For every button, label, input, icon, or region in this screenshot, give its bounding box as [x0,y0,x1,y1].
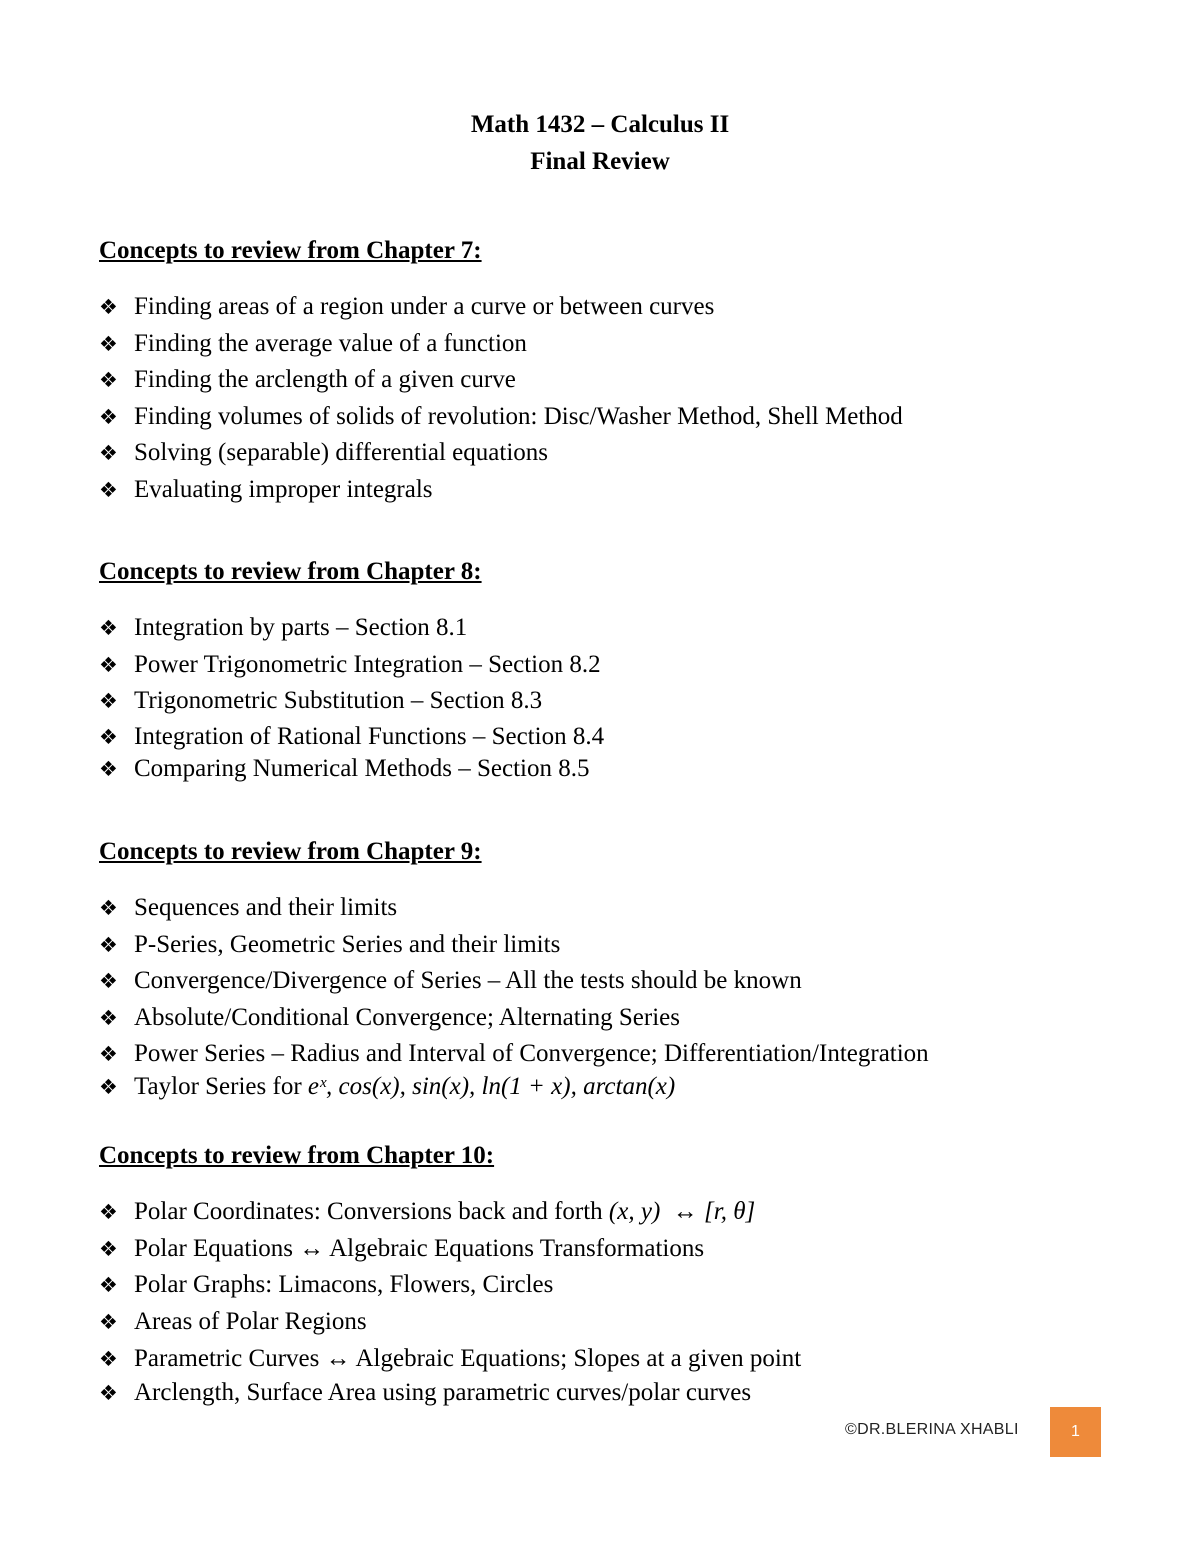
section-heading: Concepts to review from Chapter 10: [99,1142,495,1169]
four-point-diamond-icon: ❖ [99,689,118,713]
list-item: ❖ Power Series – Radius and Interval of Convergence; Differentiation/Integration [99,1036,1099,1072]
four-point-diamond-icon: ❖ [99,652,118,677]
section-heading: Concepts to review from Chapter 7: [99,237,482,264]
title-block [0,106,1200,180]
footer-author: ©DR.BLERINA XHABLI [845,1421,1019,1438]
bullet-list [99,289,1099,508]
four-point-diamond-icon: ❖ [99,1075,118,1099]
four-point-diamond-icon: ❖ [99,724,118,749]
taylor-series-functions: eˣ, cos(x), sin(x), ln(1 + x), arctan(x) [307,1073,676,1100]
four-point-diamond-icon: ❖ [99,1236,118,1261]
polar-conversion-math: (x, y) ↔ [r, θ] [608,1198,756,1225]
list-item: ❖ Finding the arclength of a given curve [99,362,1099,399]
four-point-diamond-icon: ❖ [99,477,118,502]
list-item: ❖ Solving (separable) differential equations [99,435,1099,472]
list-item: ❖ Convergence/Divergence of Series – All the tests should be known [99,963,1099,1000]
list-item: ❖ Parametric Curves ↔ Algebraic Equations; Slopes at a given point [99,1340,1099,1378]
document-title: Math 1432 – Calculus II [470,111,730,138]
four-point-diamond-icon: ❖ [99,1200,118,1224]
list-item: ❖ Trigonometric Substitution – Section 8.3 [99,683,1099,720]
four-point-diamond-icon: ❖ [99,969,118,993]
page-number-badge [1050,1407,1101,1457]
four-point-diamond-icon: ❖ [99,932,118,957]
four-point-diamond-icon: ❖ [99,896,118,920]
list-item: ❖ Finding the average value of a function [99,326,1099,363]
document-subtitle: Final Review [530,148,670,175]
list-item: ❖ Integration of Rational Functions – Section 8.4 [99,720,1099,754]
four-point-diamond-icon: ❖ [99,331,118,356]
four-point-diamond-icon: ❖ [99,441,118,465]
four-point-diamond-icon: ❖ [99,404,118,429]
bullet-list [99,1194,1099,1408]
list-item: ❖ Finding areas of a region under a curve or between curves [99,289,1099,326]
list-item: ❖ Comparing Numerical Methods – Section 8.5 [99,754,590,782]
section-chapter-9 [99,837,1099,1102]
list-item: ❖ Polar Equations ↔ Algebraic Equations Transformations [99,1231,1099,1268]
list-item: ❖ P-Series, Geometric Series and their limits [99,927,1099,964]
list-item: ❖ Polar Coordinates: Conversions back and forth (x, y) ↔ [r, θ] [99,1194,1099,1231]
four-point-diamond-icon: ❖ [99,368,118,392]
four-point-diamond-icon: ❖ [99,756,118,781]
list-item: ❖ Finding volumes of solids of revolution: Disc/Washer Method, Shell Method [99,399,1099,436]
four-point-diamond-icon: ❖ [99,1005,118,1030]
four-point-diamond-icon: ❖ [99,1347,118,1371]
bullet-list [99,890,1099,1102]
list-item: ❖ Evaluating improper integrals [99,472,1099,509]
four-point-diamond-icon: ❖ [99,616,118,640]
list-item: ❖ Polar Graphs: Limacons, Flowers, Circles [99,1267,1099,1304]
list-item: ❖ Taylor Series for eˣ, cos(x), sin(x), ln(1 + x), arctan(x) [99,1073,676,1100]
list-item: ❖ Integration by parts – Section 8.1 [99,610,1099,647]
section-heading: Concepts to review from Chapter 9: [99,838,482,865]
list-item: ❖ Sequences and their limits [99,890,1099,927]
section-chapter-10 [99,1141,1099,1408]
section-heading: Concepts to review from Chapter 8: [99,558,482,585]
bullet-list [99,610,1099,784]
list-item: ❖ Absolute/Conditional Convergence; Alternating Series [99,1000,1099,1037]
section-chapter-7 [99,236,1099,508]
four-point-diamond-icon: ❖ [99,1309,118,1334]
four-point-diamond-icon: ❖ [99,295,118,319]
list-item: ❖ Power Trigonometric Integration – Section 8.2 [99,647,1099,684]
four-point-diamond-icon: ❖ [99,1273,118,1297]
page-number: 1 [1071,1423,1080,1440]
section-chapter-8 [99,557,1099,784]
four-point-diamond-icon: ❖ [99,1381,118,1405]
list-item: ❖ Areas of Polar Regions [99,1304,1099,1341]
page-footer [780,1407,1102,1457]
four-point-diamond-icon: ❖ [99,1042,118,1066]
list-item: ❖ Arclength, Surface Area using parametric curves/polar curves [99,1379,752,1406]
